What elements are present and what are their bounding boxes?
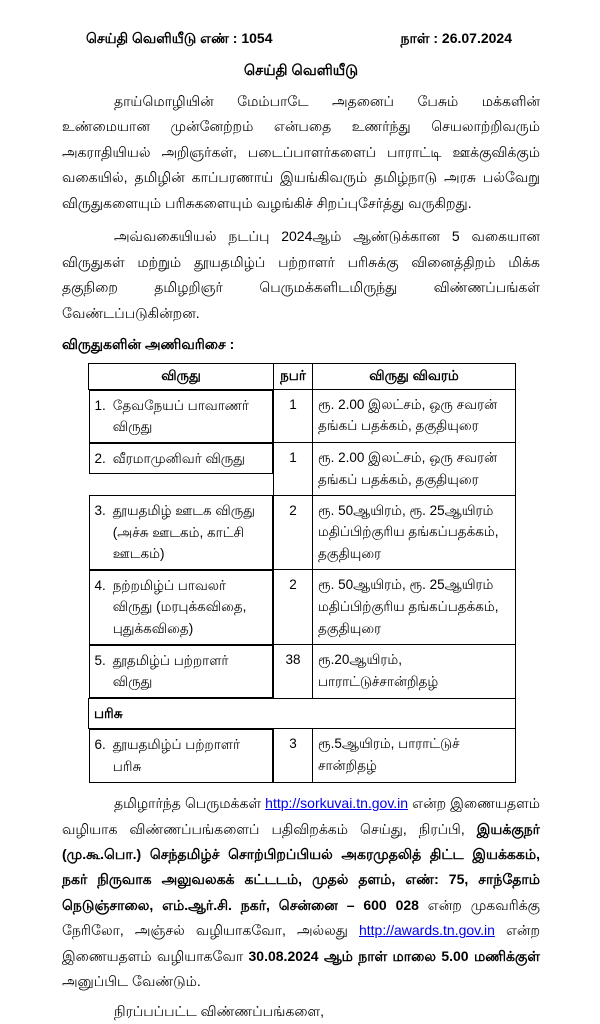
award-details-cell: ரூ.20ஆயிரம், பாராட்டுச்சான்றிதழ்: [313, 645, 516, 699]
table-row: [89, 645, 516, 699]
text-run: என்ற இணையதளம் வழியாக விண்ணப்பங்களைப் பதிவிறக்கம் செய்து, நிரப்பி,: [62, 795, 540, 837]
award-details-cell: ரூ.5ஆயிரம், பாராட்டுச் சான்றிதழ்: [313, 729, 516, 783]
award-details-cell: ரூ. 50ஆயிரம், ரூ. 25ஆயிரம் மதிப்பிற்குரிய தங்கப்பதக்கம், தகுதியுரை: [313, 495, 516, 570]
address-run: இயக்குநர் (மு.கூ.பொ.) செந்தமிழ்ச் சொற்பிறப்பியல் அகரமுதலித் திட்ட இயக்ககம், நகர் நிருவாக அலுவலகக் கட்டடம், முதல் தளம், எண்: 75, சாந்தோம் நெடுஞ்சாலை, எம்.ஆர்.சி. நகர், சென்னை – 600 028: [62, 820, 540, 913]
paragraph-submission: [62, 791, 540, 995]
award-number: 6.: [94, 737, 106, 753]
text-run: தமிழார்ந்த பெருமக்கள்: [114, 795, 266, 812]
col-header-persons: நபர்: [274, 364, 313, 389]
page-title: செய்தி வெளியீடு: [243, 63, 359, 79]
table-header-row: [89, 364, 516, 389]
table-row: [89, 495, 516, 570]
award-number: 3.: [94, 503, 106, 519]
text-run: என்ற முகவரிக்கு நேரிலோ, அஞ்சல் வழியாகவோ, அல்லது: [62, 896, 540, 939]
award-name-cell: [89, 729, 274, 782]
text-run: என்ற இணையதளம் வழியாகவோ: [62, 922, 541, 964]
award-name-cell: [89, 495, 274, 570]
table-section-row: [89, 698, 516, 729]
document-header: [62, 30, 540, 49]
table-row: [89, 570, 516, 645]
award-name: வீரமாமுனிவர் விருது: [112, 450, 246, 466]
award-details-cell: ரூ. 50ஆயிரம், ரூ. 25ஆயிரம் மதிப்பிற்குரிய தங்கப்பதக்கம், தகுதியுரை: [313, 570, 516, 645]
persons-count-cell: 3: [274, 729, 313, 783]
award-name: நற்றமிழ்ப் பாவலர் விருது (மரபுக்கவிதை, புதுக்கவிதை): [112, 577, 247, 636]
col-header-details: விருது விவரம்: [313, 364, 516, 389]
table-row: [89, 389, 516, 443]
paragraph-intro: தாய்மொழியின் மேம்பாடே அதனைப் பேசும் மக்களின் உண்மையான முன்னேற்றம் என்பதை உணர்ந்து செயலாற்றிவரும் அகராதியியல் அறிஞர்கள், படைப்பாளர்களைப் பாராட்டி ஊக்குவிக்கும் வகையில், தமிழின் காப்பரணாய் இயங்கிவரும் தமிழ்நாடு அரசு பல்வேறு விருதுகளையும் பரிசுகளையும் வழங்கிச் சிறப்புசேர்த்து வருகிறது.: [62, 93, 540, 211]
persons-count-cell: 1: [274, 389, 313, 443]
persons-count-cell: 2: [274, 570, 313, 645]
persons-count-cell: 2: [274, 495, 313, 570]
section-label: பரிசு: [89, 698, 516, 729]
release-number: செய்தி வெளியீடு எண் : 1054: [86, 30, 273, 46]
sorkuvai-link[interactable]: http://sorkuvai.tn.gov.in: [265, 795, 409, 812]
award-name: தூதமிழ்ப் பற்றாளர் விருது: [112, 652, 229, 690]
award-details-cell: ரூ. 2.00 இலட்சம், ஒரு சவரன் தங்கப் பதக்கம், தகுதியுரை: [313, 443, 516, 495]
col-header-award: விருது: [89, 364, 274, 389]
award-number: 2.: [94, 450, 106, 466]
awards-link[interactable]: http://awards.tn.gov.in: [358, 922, 495, 939]
award-details-cell: ரூ. 2.00 இலட்சம், ஒரு சவரன் தங்கப் பதக்கம், தகுதியுரை: [313, 389, 516, 443]
persons-count-cell: 1: [274, 443, 313, 495]
award-name: தேவநேயப் பாவாணர் விருது: [112, 397, 249, 435]
deadline-run: 30.08.2024 ஆம் நாள் மாலை 5.00 மணிக்குள்: [248, 947, 540, 964]
award-name-cell: [89, 645, 274, 698]
paragraph-announcement: அவ்வகையியல் நடப்பு 2024ஆம் ஆண்டுக்கான 5 வகையான விருதுகள் மற்றும் தூயதமிழ்ப் பற்றாளர் பரிசுக்கு வினைத்திறம் மிக்க தகுநிறை தமிழறிஞர் பெருமக்களிடமிருந்து விண்ணப்பங்கள் வேண்டப்படுகின்றன.: [62, 228, 540, 321]
award-name-cell: [89, 443, 274, 475]
paragraph-filled-applications: நிரப்பப்பட்ட விண்ணப்பங்களை,: [114, 1002, 325, 1019]
table-row: [89, 443, 516, 495]
release-date: நாள் : 26.07.2024: [400, 30, 512, 46]
award-name-cell: [89, 390, 274, 443]
awards-table: [88, 363, 516, 783]
table-row: [89, 729, 516, 783]
award-number: 4.: [94, 577, 106, 593]
award-name-cell: [89, 570, 274, 645]
award-number: 1.: [94, 397, 106, 413]
text-run: அனுப்பிட வேண்டும்.: [62, 973, 201, 990]
persons-count-cell: 38: [274, 645, 313, 699]
award-number: 5.: [94, 652, 106, 668]
award-name: தூயதமிழ் ஊடக விருது (அச்சு ஊடகம், காட்சி ஊடகம்): [112, 503, 255, 562]
awards-list-heading: விருதுகளின் அணிவரிசை :: [62, 336, 235, 353]
award-name: தூயதமிழ்ப் பற்றாளர் பரிசு: [112, 737, 241, 774]
